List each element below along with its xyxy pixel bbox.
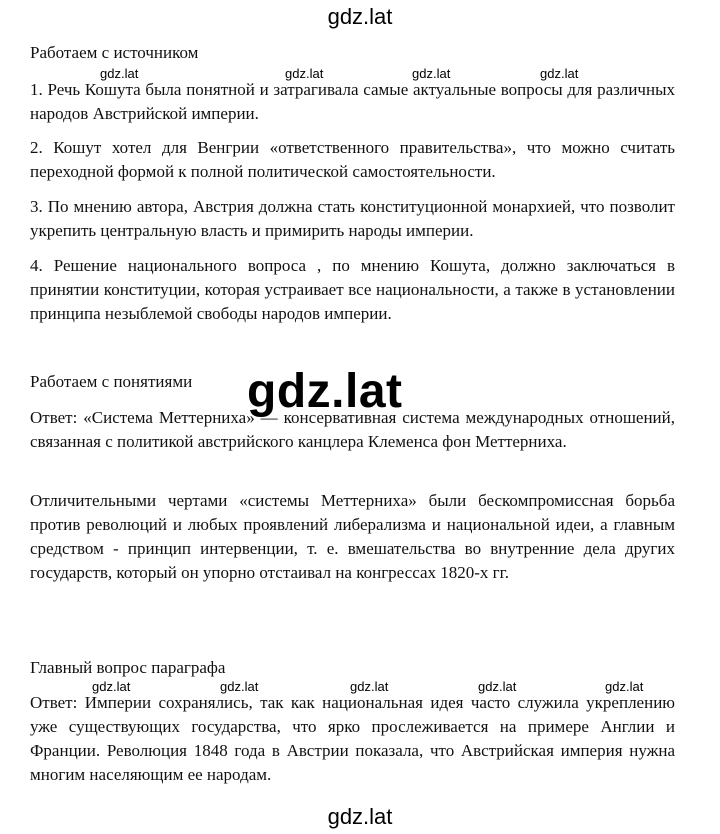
watermark-small: gdz.lat [412,66,451,81]
section-heading-concepts: Работаем с понятиями [30,372,193,391]
section-heading-main-question: Главный вопрос параграфа [30,658,226,677]
watermark-bottom: gdz.lat [327,804,393,829]
watermark-top: gdz.lat [327,4,393,29]
source-item-3: 3. По мнению автора, Австрия должна стать конституционной монархией, что позволит укрепить центральную власть и примирить народы империи. [30,197,675,240]
watermark-small: gdz.lat [285,66,324,81]
concepts-paragraph-1: Ответ: «Система Меттерниха» — консервативная система международных отношений, связанная с политикой австрийского канцлера Клеменса фон Меттерниха. [30,408,675,451]
watermark-small: gdz.lat [220,679,259,694]
watermark-small: gdz.lat [478,679,517,694]
source-item-4: 4. Решение национального вопроса , по мнению Кошута, должно заключаться в принятии конституции, которая устраивает все национальности, а также в установлении принципа незыблемой свободы народов империи. [30,256,675,323]
watermark-small: gdz.lat [92,679,131,694]
source-item-1: 1. Речь Кошута была понятной и затрагивала самые актуальные вопросы для различных народов Австрийской империи. [30,80,675,123]
watermark-small: gdz.lat [350,679,389,694]
concepts-paragraph-2: Отличительными чертами «системы Меттерниха» были бескомпромиссная борьба против революций и любых проявлений либерализма и национальной идеи, а главным средством - принцип интервенции, т. е. вмешательства во внутренние дела других государств, который он упорно отстаивал на конгрессах 1820-х гг. [30,491,675,582]
watermark-small: gdz.lat [100,66,139,81]
watermark-large: gdz.lat [247,365,403,418]
source-item-2: 2. Кошут хотел для Венгрии «ответственного правительства», что можно считать переходной формой к полной политической самостоятельности. [30,138,675,181]
watermark-small: gdz.lat [540,66,579,81]
main-question-answer: Ответ: Империи сохранялись, так как национальная идея часто служила укреплению уже существующих государства, что ярко прослеживается на примере Англии и Франции. Революция 1848 года в Австрии показала, что Австрийская империя нужна многим населяющим ее народам. [30,693,675,784]
watermark-small: gdz.lat [605,679,644,694]
section-heading-source: Работаем с источником [30,43,199,62]
